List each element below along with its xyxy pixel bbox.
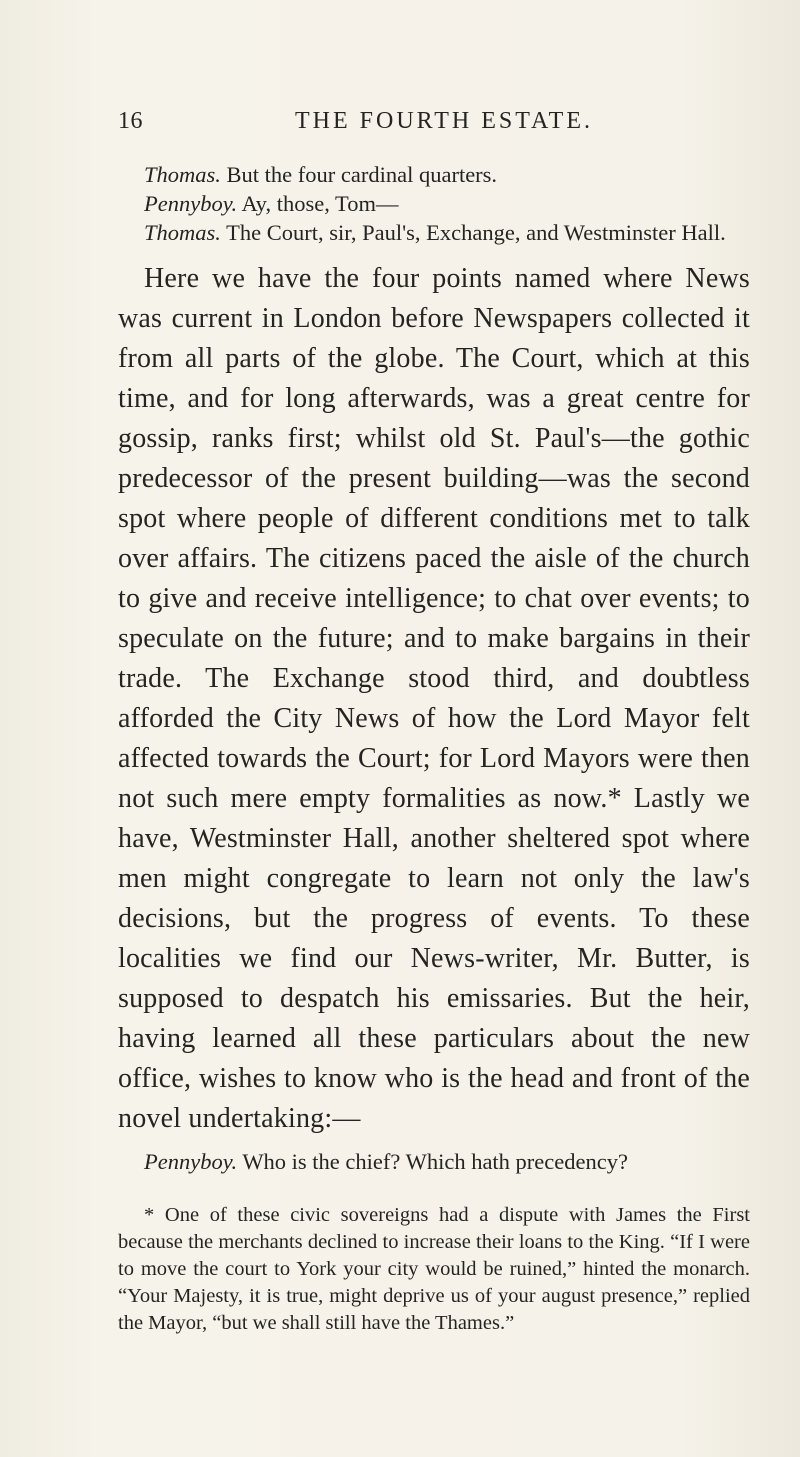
page-content — [118, 160, 750, 1358]
speaker-name: Pennyboy. — [144, 1149, 238, 1174]
dialogue-text: The Court, sir, Paul's, Exchange, and Westminster Hall. — [226, 220, 726, 245]
speaker-name: Pennyboy. — [144, 191, 238, 216]
dialogue-line — [118, 160, 750, 189]
dialogue-line — [118, 218, 750, 247]
dialogue-text: But the four cardinal quarters. — [226, 162, 498, 187]
page-header — [118, 108, 750, 148]
page-number: 16 — [118, 108, 143, 134]
dialogue-text: Ay, those, Tom— — [241, 191, 399, 216]
footnote: * One of these civic sovereigns had a dispute with James the First because the merchants declined to increase their loans to the King. “If I were to move the court to York your city would be ruined,” hinted the monarch. “Your Majesty, it is true, might deprive us of your august presence,” replied the Mayor, “but we shall still have the Thames.” — [118, 1204, 750, 1334]
body-paragraph: Here we have the four points named where News was current in London before Newspapers collected it from all parts of the globe. The Court, which at this time, and for long afterwards, was a great centre for gossip, ranks first; whilst old St. Paul's—the gothic predecessor of the present building—was the second spot where people of different conditions met to talk over affairs. The citizens paced the aisle of the church to give and receive intelligence; to chat over events; to speculate on the future; and to make bargains in their trade. The Exchange stood third, and doubtless afforded the City News of how the Lord Mayor felt affected towards the Court; for Lord Mayors were then not such mere empty formalities as now.* Lastly we have, Westminster Hall, another sheltered spot where men might congregate to learn not only the law's decisions, but the progress of events. To these localities we find our News-writer, Mr. Butter, is supposed to despatch his emissaries. But the heir, having learned all these particulars about the new office, wishes to know who is the head and front of the novel undertaking:— — [118, 263, 750, 1134]
dialogue-line — [118, 189, 750, 218]
speaker-name: Thomas. — [144, 220, 221, 245]
dialogue-text: Who is the chief? Which hath precedency? — [242, 1149, 628, 1174]
speaker-name: Thomas. — [144, 162, 221, 187]
dialogue-line — [118, 1147, 750, 1176]
running-head: THE FOURTH ESTATE. — [295, 108, 593, 134]
